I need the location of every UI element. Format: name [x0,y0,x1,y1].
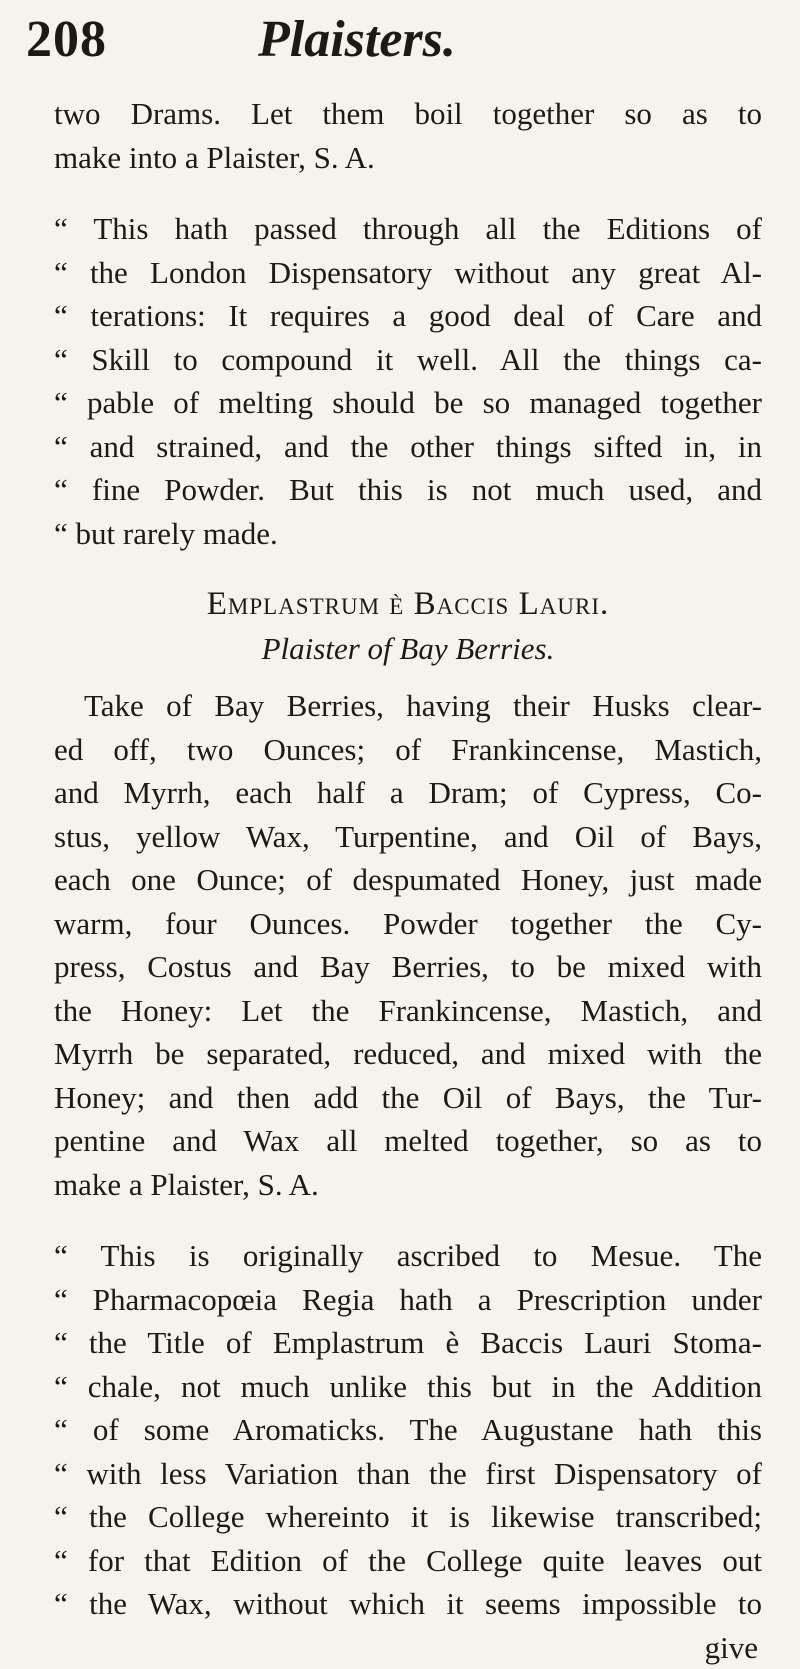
paragraph-2 [54,684,762,1206]
text-line: stus, yellow Wax, Turpentine, and Oil of Bays, [54,815,762,859]
section-heading: Emplastrum è Baccis Lauri. [54,583,762,627]
text-line: two Drams. Let them boil together so as to [54,92,762,136]
text-line: “ the College whereinto it is likewise transcribed; [54,1495,762,1539]
text-line: “ pable of melting should be so managed together [54,381,762,425]
commentary-2 [54,1234,762,1626]
page-number: 208 [26,10,107,69]
text-line: “ This hath passed through all the Editions of [54,207,762,251]
text-line: and Myrrh, each half a Dram; of Cypress, Co- [54,771,762,815]
paragraph-1 [54,92,762,179]
commentary-1 [54,207,762,555]
text-line: “ of some Aromaticks. The Augustane hath this [54,1408,762,1452]
text-line: Take of Bay Berries, having their Husks clear- [54,684,762,728]
running-title: Plaisters. [258,10,456,69]
page-body [54,92,762,1669]
text-line: “ the Wax, without which it seems impossible to [54,1582,762,1626]
text-line: ed off, two Ounces; of Frankincense, Mastich, [54,728,762,772]
text-line: “ Skill to compound it well. All the things ca- [54,338,762,382]
text-line: pentine and Wax all melted together, so as to [54,1119,762,1163]
text-line: “ terations: It requires a good deal of Care and [54,294,762,338]
text-line: “ but rarely made. [54,512,762,556]
text-line: warm, four Ounces. Powder together the Cy- [54,902,762,946]
text-line: “ Pharmacopœia Regia hath a Prescription under [54,1278,762,1322]
text-line: the Honey: Let the Frankincense, Mastich, and [54,989,762,1033]
text-line: make into a Plaister, S. A. [54,136,762,180]
text-line: each one Ounce; of despumated Honey, just made [54,858,762,902]
text-line: “ and strained, and the other things sifted in, in [54,425,762,469]
text-line: “ fine Powder. But this is not much used, and [54,468,762,512]
section-subheading: Plaister of Bay Berries. [54,627,762,671]
text-line: Myrrh be separated, reduced, and mixed with the [54,1032,762,1076]
text-line: “ for that Edition of the College quite leaves out [54,1539,762,1583]
catchword: give [54,1626,762,1669]
text-line: “ chale, not much unlike this but in the Addition [54,1365,762,1409]
text-line: press, Costus and Bay Berries, to be mixed with [54,945,762,989]
text-line: Honey; and then add the Oil of Bays, the Tur- [54,1076,762,1120]
text-line: make a Plaister, S. A. [54,1163,762,1207]
page-header [26,10,760,90]
text-line: “ the London Dispensatory without any great Al- [54,251,762,295]
text-line: “ the Title of Emplastrum è Baccis Lauri Stoma- [54,1321,762,1365]
text-line: “ This is originally ascribed to Mesue. The [54,1234,762,1278]
text-line: “ with less Variation than the first Dispensatory of [54,1452,762,1496]
